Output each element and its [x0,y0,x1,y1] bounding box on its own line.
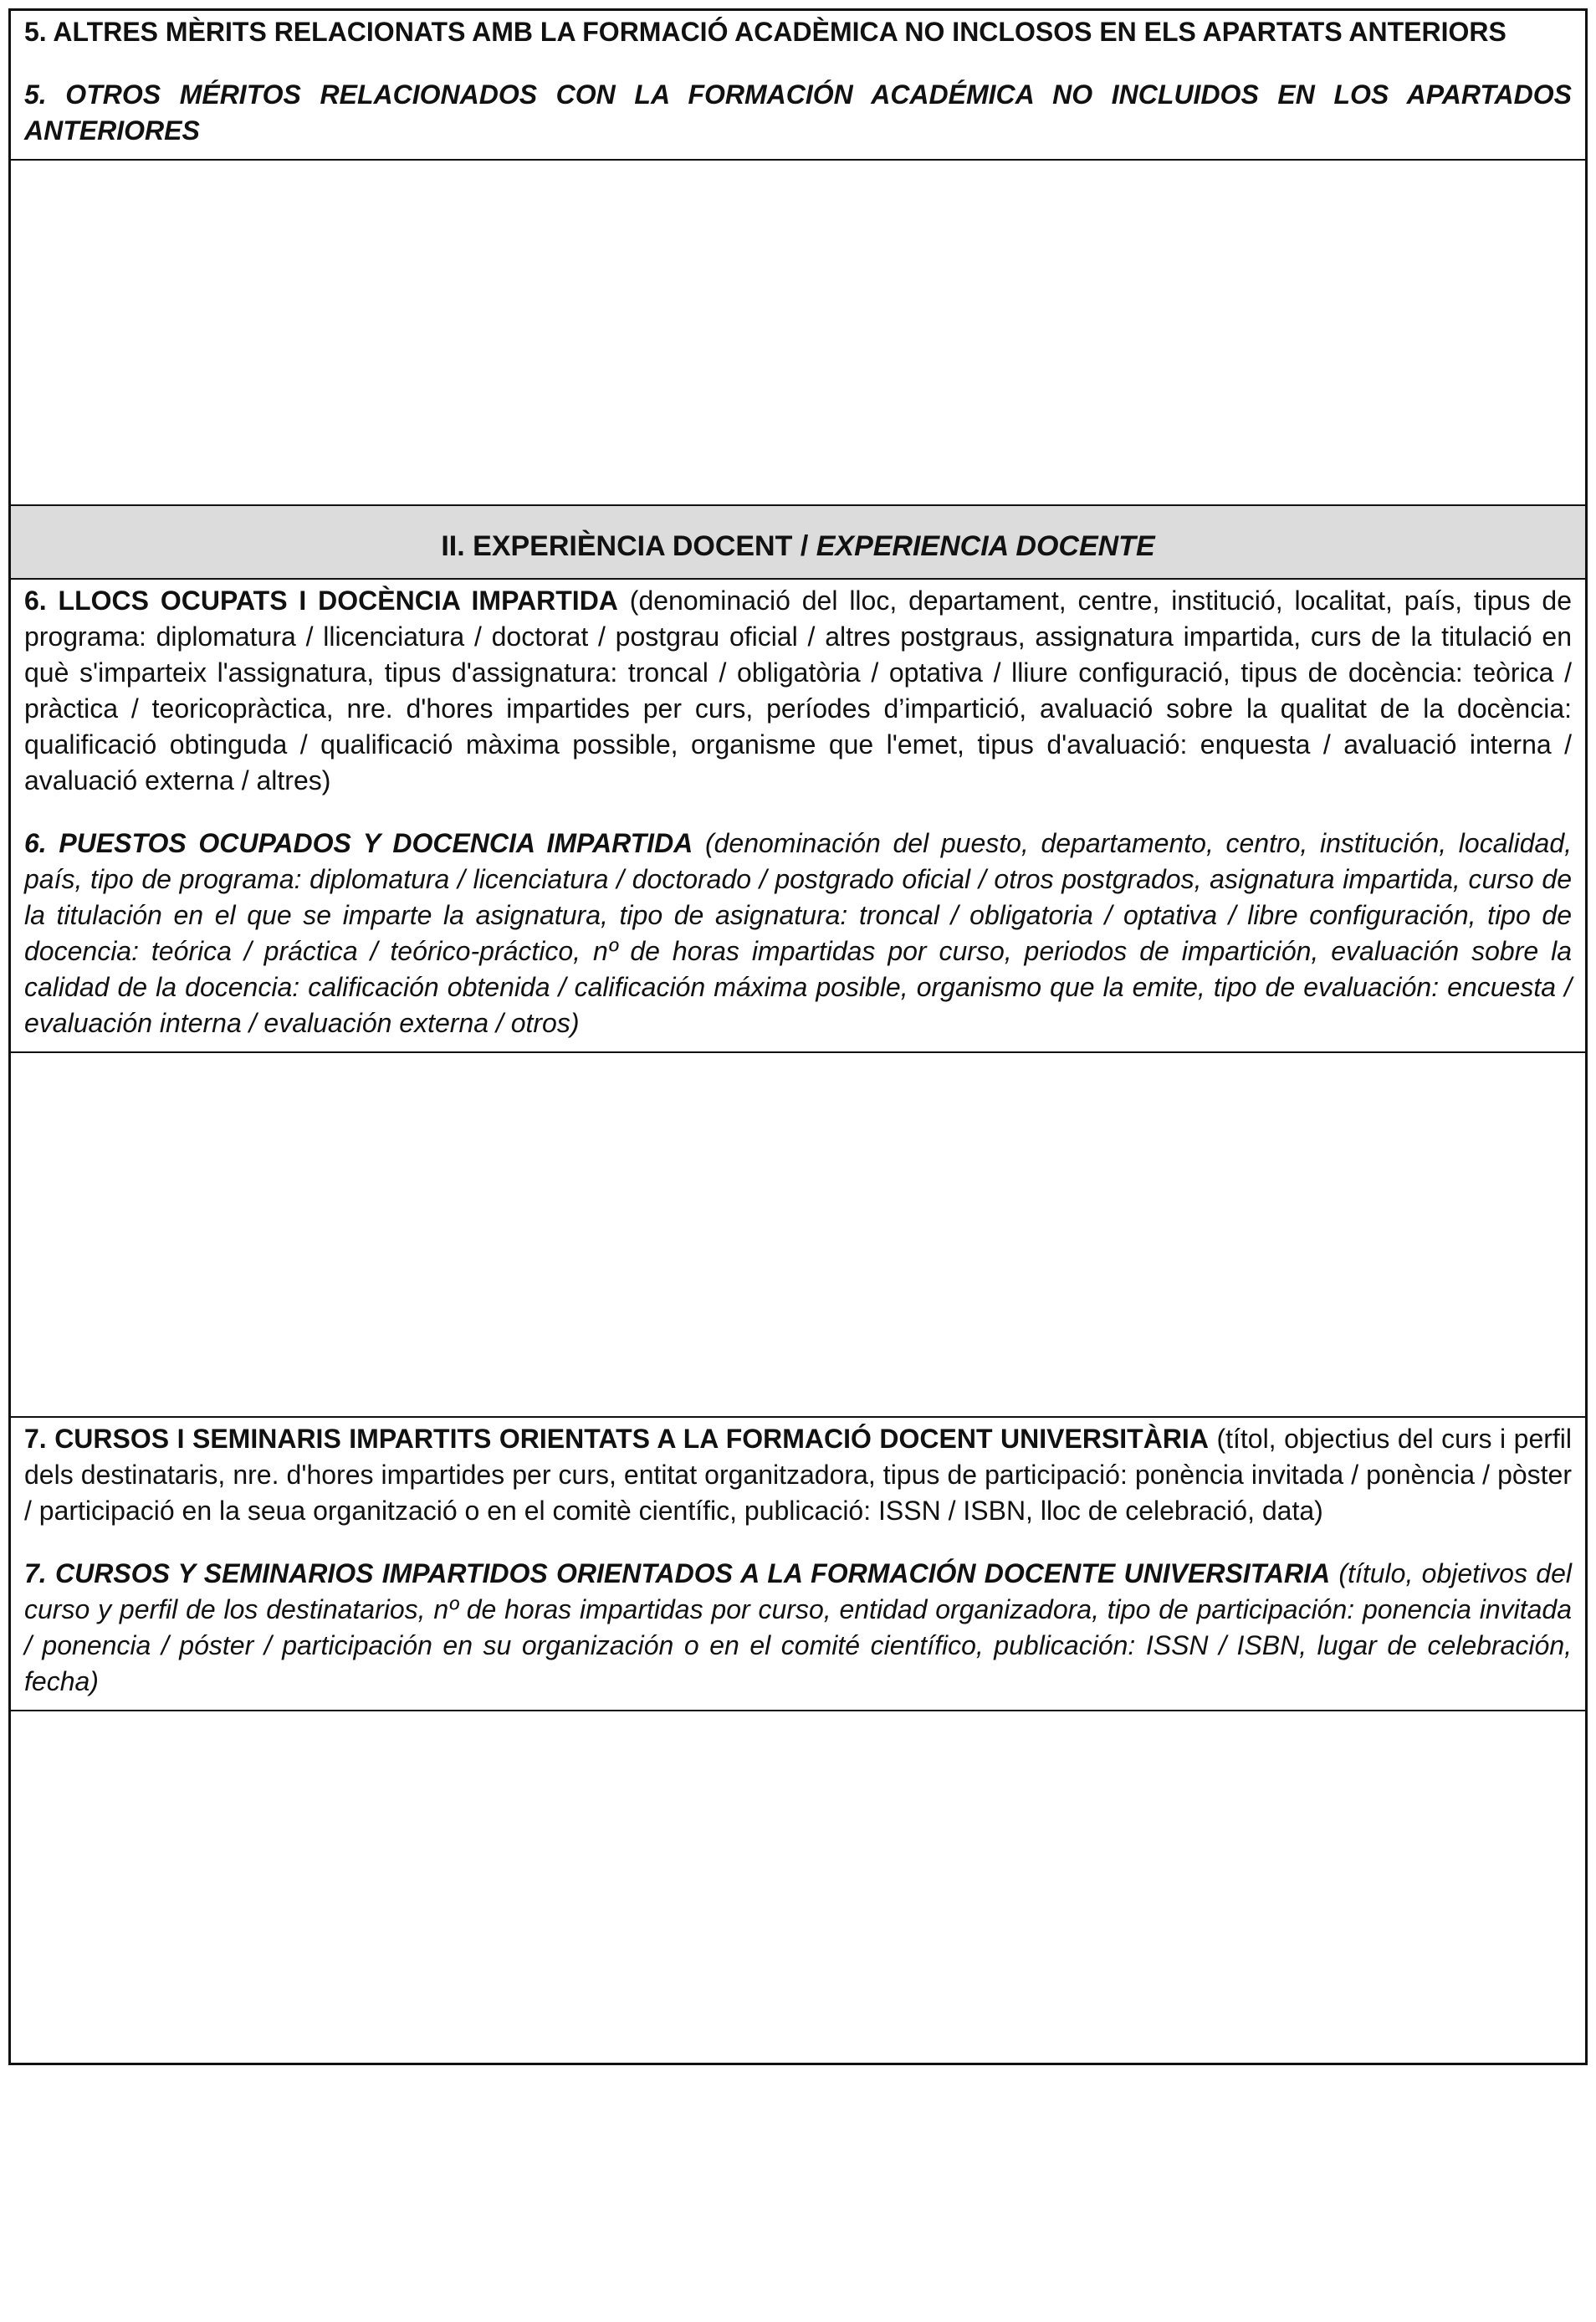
section-7-desc-es: (título, objetivos del curso y perfil de los destinatarios, nº de horas impartidas por curso, entidad organizadora, tipo de participación: ponencia invitada / ponencia / póster / participación en su organización o en el comité científico, publicación: ISSN / ISBN, lugar de celebración, fecha) [24,1558,1573,1696]
section-6-desc-es: (denominación del puesto, departamento, centro, institución, localidad, país, tipo de programa: diplomatura / licenciatura / doctorado / postgrado oficial / otros postgrados, asignatura impartida, curso de la titulación en el que se imparte la asignatura, tipo de asignatura: troncal / obligatoria / optativa / libre configuración, tipo de docencia: teórica / práctica / teórico-práctico, nº de horas impartidas por curso, periodos de impartición, evaluación sobre la calidad de la docencia: calificación obtenida / calificación máxima posible, organismo que la emite, tipo de evaluación: encuesta / evaluación interna / evaluación externa / otros) [24,828,1573,1038]
section-7-header [11,1418,1585,1711]
section-6-title-ca: 6. LLOCS OCUPATS I DOCÈNCIA IMPARTIDA [24,586,618,616]
section-6-title-es: 6. PUESTOS OCUPADOS Y DOCENCIA IMPARTIDA [24,828,693,858]
section-6-desc-ca: (denominació del lloc, departament, centre, institució, localitat, país, tipus de programa: diplomatura / llicenciatura / doctorat / postgrau oficial / altres postgraus, assignatura impartida, curs de la titulació en què s'imparteix l'assignatura, tipus d'assignatura: troncal / obligatòria / optativa / lliure configuració, tipus de docència: teòrica / pràctica / teoricopràctica, nre. d'hores impartides per curs, períodes d’impartició, avaluació sobre la qualitat de la docència: qualificació obtinguda / qualificació màxima possible, organisme que l'emet, tipus d'avaluació: enquesta / avaluació interna / avaluació externa / altres) [24,586,1573,795]
section-7-title-es: 7. CURSOS Y SEMINARIOS IMPARTIDOS ORIENTADOS A LA FORMACIÓN DOCENTE UNIVERSITARIA [24,1558,1331,1588]
section-6-header [11,580,1585,1053]
section-5-input-area[interactable] [11,161,1585,506]
section-ii-title-es: EXPERIENCIA DOCENTE [816,530,1155,562]
section-ii-title-ca: II. EXPERIÈNCIA DOCENT / [441,530,816,562]
section-7-input-area[interactable] [11,1711,1585,2063]
section-7-text-es [24,1556,1572,1700]
section-6-text-ca [24,583,1572,799]
section-5-header [11,11,1585,161]
section-5-title-ca: 5. ALTRES MÈRITS RELACIONATS AMB LA FORMACIÓ ACADÈMICA NO INCLOSOS EN ELS APARTATS ANTERIORS [24,17,1506,47]
section-7-text-ca [24,1421,1572,1529]
section-7-desc-ca: (títol, objectius del curs i perfil dels destinataris, nre. d'hores impartides per curs, entitat organitzadora, tipus de participació: ponència invitada / ponència / pòster / participació en la seua organització o en el comitè científic, publicació: ISSN / ISBN, lloc de celebració, data) [24,1424,1573,1526]
section-7-title-ca: 7. CURSOS I SEMINARIS IMPARTITS ORIENTATS A LA FORMACIÓ DOCENT UNIVERSITÀRIA [24,1424,1209,1454]
section-6-text-es [24,826,1572,1041]
cv-form-page [8,8,1588,2065]
section-6-input-area[interactable] [11,1053,1585,1418]
section-5-title-es: 5. OTROS MÉRITOS RELACIONADOS CON LA FORMACIÓN ACADÉMICA NO INCLUIDOS EN LOS APARTADOS ANTERIORES [24,79,1572,146]
section-ii-header [11,506,1585,580]
